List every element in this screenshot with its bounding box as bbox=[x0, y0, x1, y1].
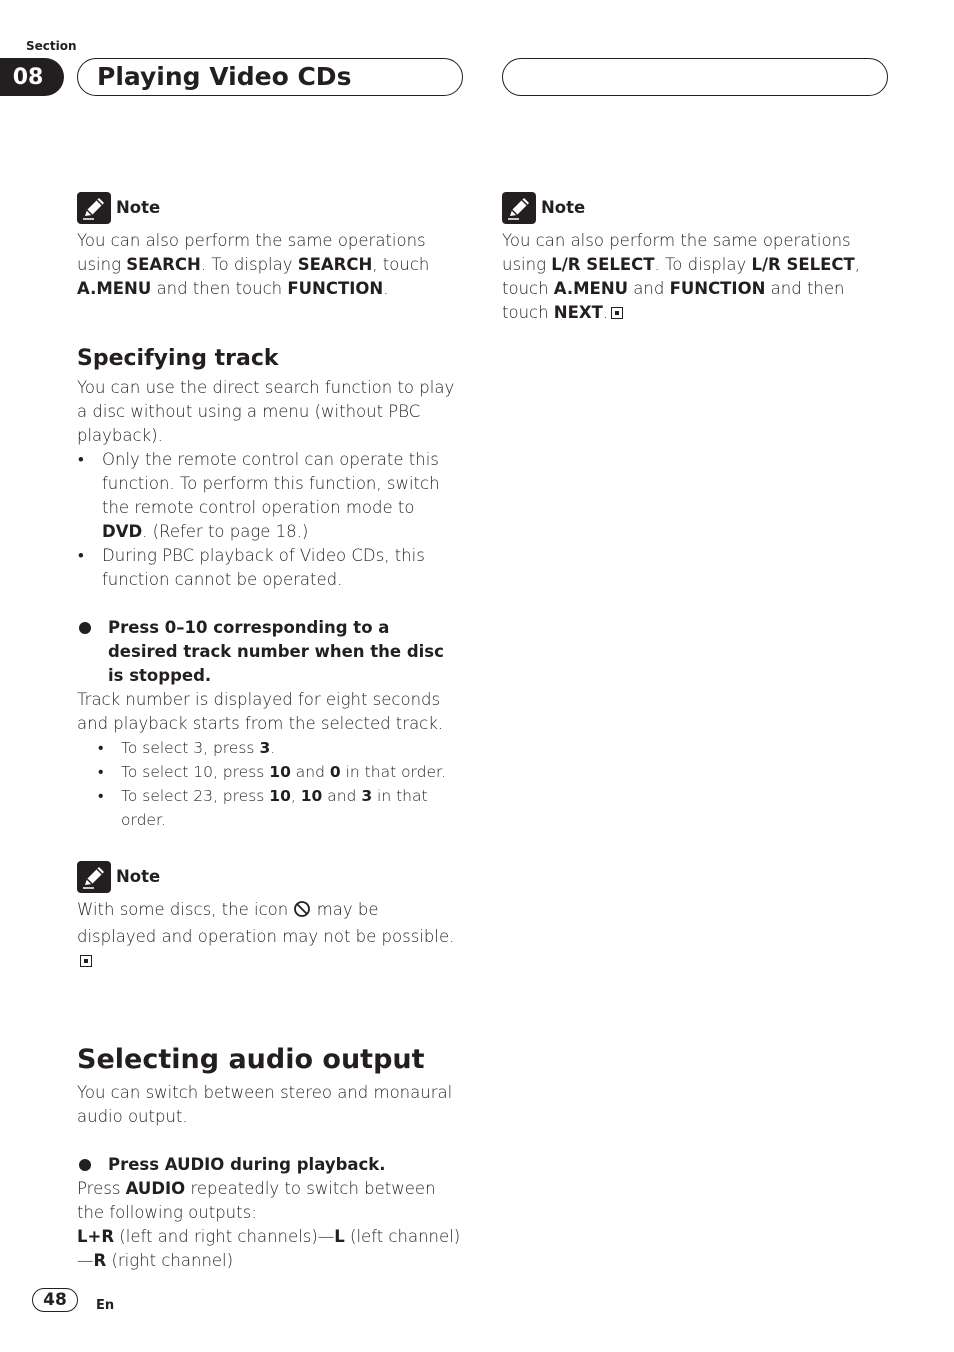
audio-intro: You can switch between stereo and monaural audio output. bbox=[77, 1083, 453, 1126]
note-text: With some discs, the icon may be displayed and operation may not be possible. bbox=[77, 898, 462, 973]
note-header bbox=[502, 191, 887, 225]
left-column bbox=[77, 191, 462, 1273]
note-text: You can also perform the same operations using SEARCH. To display SEARCH, touch A.MENU and then touch FUNCTION. bbox=[77, 231, 430, 298]
step-description: Track number is displayed for eight seconds and playback starts from the selected track. bbox=[77, 690, 444, 733]
list-item: • To select 3, press 3. bbox=[77, 736, 462, 760]
note-header bbox=[77, 860, 462, 894]
language-label: En bbox=[96, 1298, 115, 1313]
prohibit-icon bbox=[293, 900, 311, 925]
page-number: 48 bbox=[32, 1288, 78, 1312]
specifying-track-heading: Specifying track bbox=[77, 346, 279, 371]
pencil-icon bbox=[77, 192, 111, 224]
note-title: Note bbox=[116, 867, 161, 886]
audio-description: Press AUDIO repeatedly to switch between the following outputs: bbox=[77, 1179, 436, 1222]
list-item: • Only the remote control can operate this function. To perform this function, switch the remote control operation mode to DVD. (Refer to page 18.) bbox=[77, 448, 462, 544]
pencil-icon bbox=[77, 861, 111, 893]
specifying-intro: You can use the direct search function to play a disc without using a menu (without PBC playback). bbox=[77, 378, 455, 445]
right-column bbox=[502, 191, 887, 325]
pencil-icon bbox=[502, 192, 536, 224]
note-block-1 bbox=[77, 191, 462, 301]
list-item: • To select 10, press 10 and 0 in that order. bbox=[77, 760, 462, 784]
example-list bbox=[77, 736, 462, 832]
list-item: • To select 23, press 10, 10 and 3 in that order. bbox=[77, 784, 462, 832]
note-block-right bbox=[502, 191, 887, 325]
section-label: Section bbox=[26, 39, 77, 53]
list-item: • During PBC playback of Video CDs, this function cannot be operated. bbox=[77, 544, 462, 592]
selecting-audio-heading: Selecting audio output bbox=[77, 1044, 425, 1075]
step-press-audio: Press AUDIO during playback. bbox=[77, 1153, 462, 1177]
note-block-2 bbox=[77, 860, 462, 973]
end-mark-icon bbox=[80, 955, 92, 967]
specifying-bullets bbox=[77, 448, 462, 592]
title-frame-right bbox=[502, 58, 888, 96]
step-press-number: Press 0–10 corresponding to a desired track number when the disc is stopped. bbox=[77, 616, 462, 688]
section-number-badge: 08 bbox=[0, 58, 64, 96]
end-mark-icon bbox=[611, 307, 623, 319]
note-title: Note bbox=[541, 198, 586, 217]
note-title: Note bbox=[116, 198, 161, 217]
note-header bbox=[77, 191, 462, 225]
audio-outputs: L+R (left and right channels)—L (left channel) —R (right channel) bbox=[77, 1227, 461, 1270]
page-title: Playing Video CDs bbox=[97, 62, 352, 91]
note-text: You can also perform the same operations using L/R SELECT. To display L/R SELECT, touch A.MENU and FUNCTION and then touch NEXT. bbox=[502, 231, 861, 322]
